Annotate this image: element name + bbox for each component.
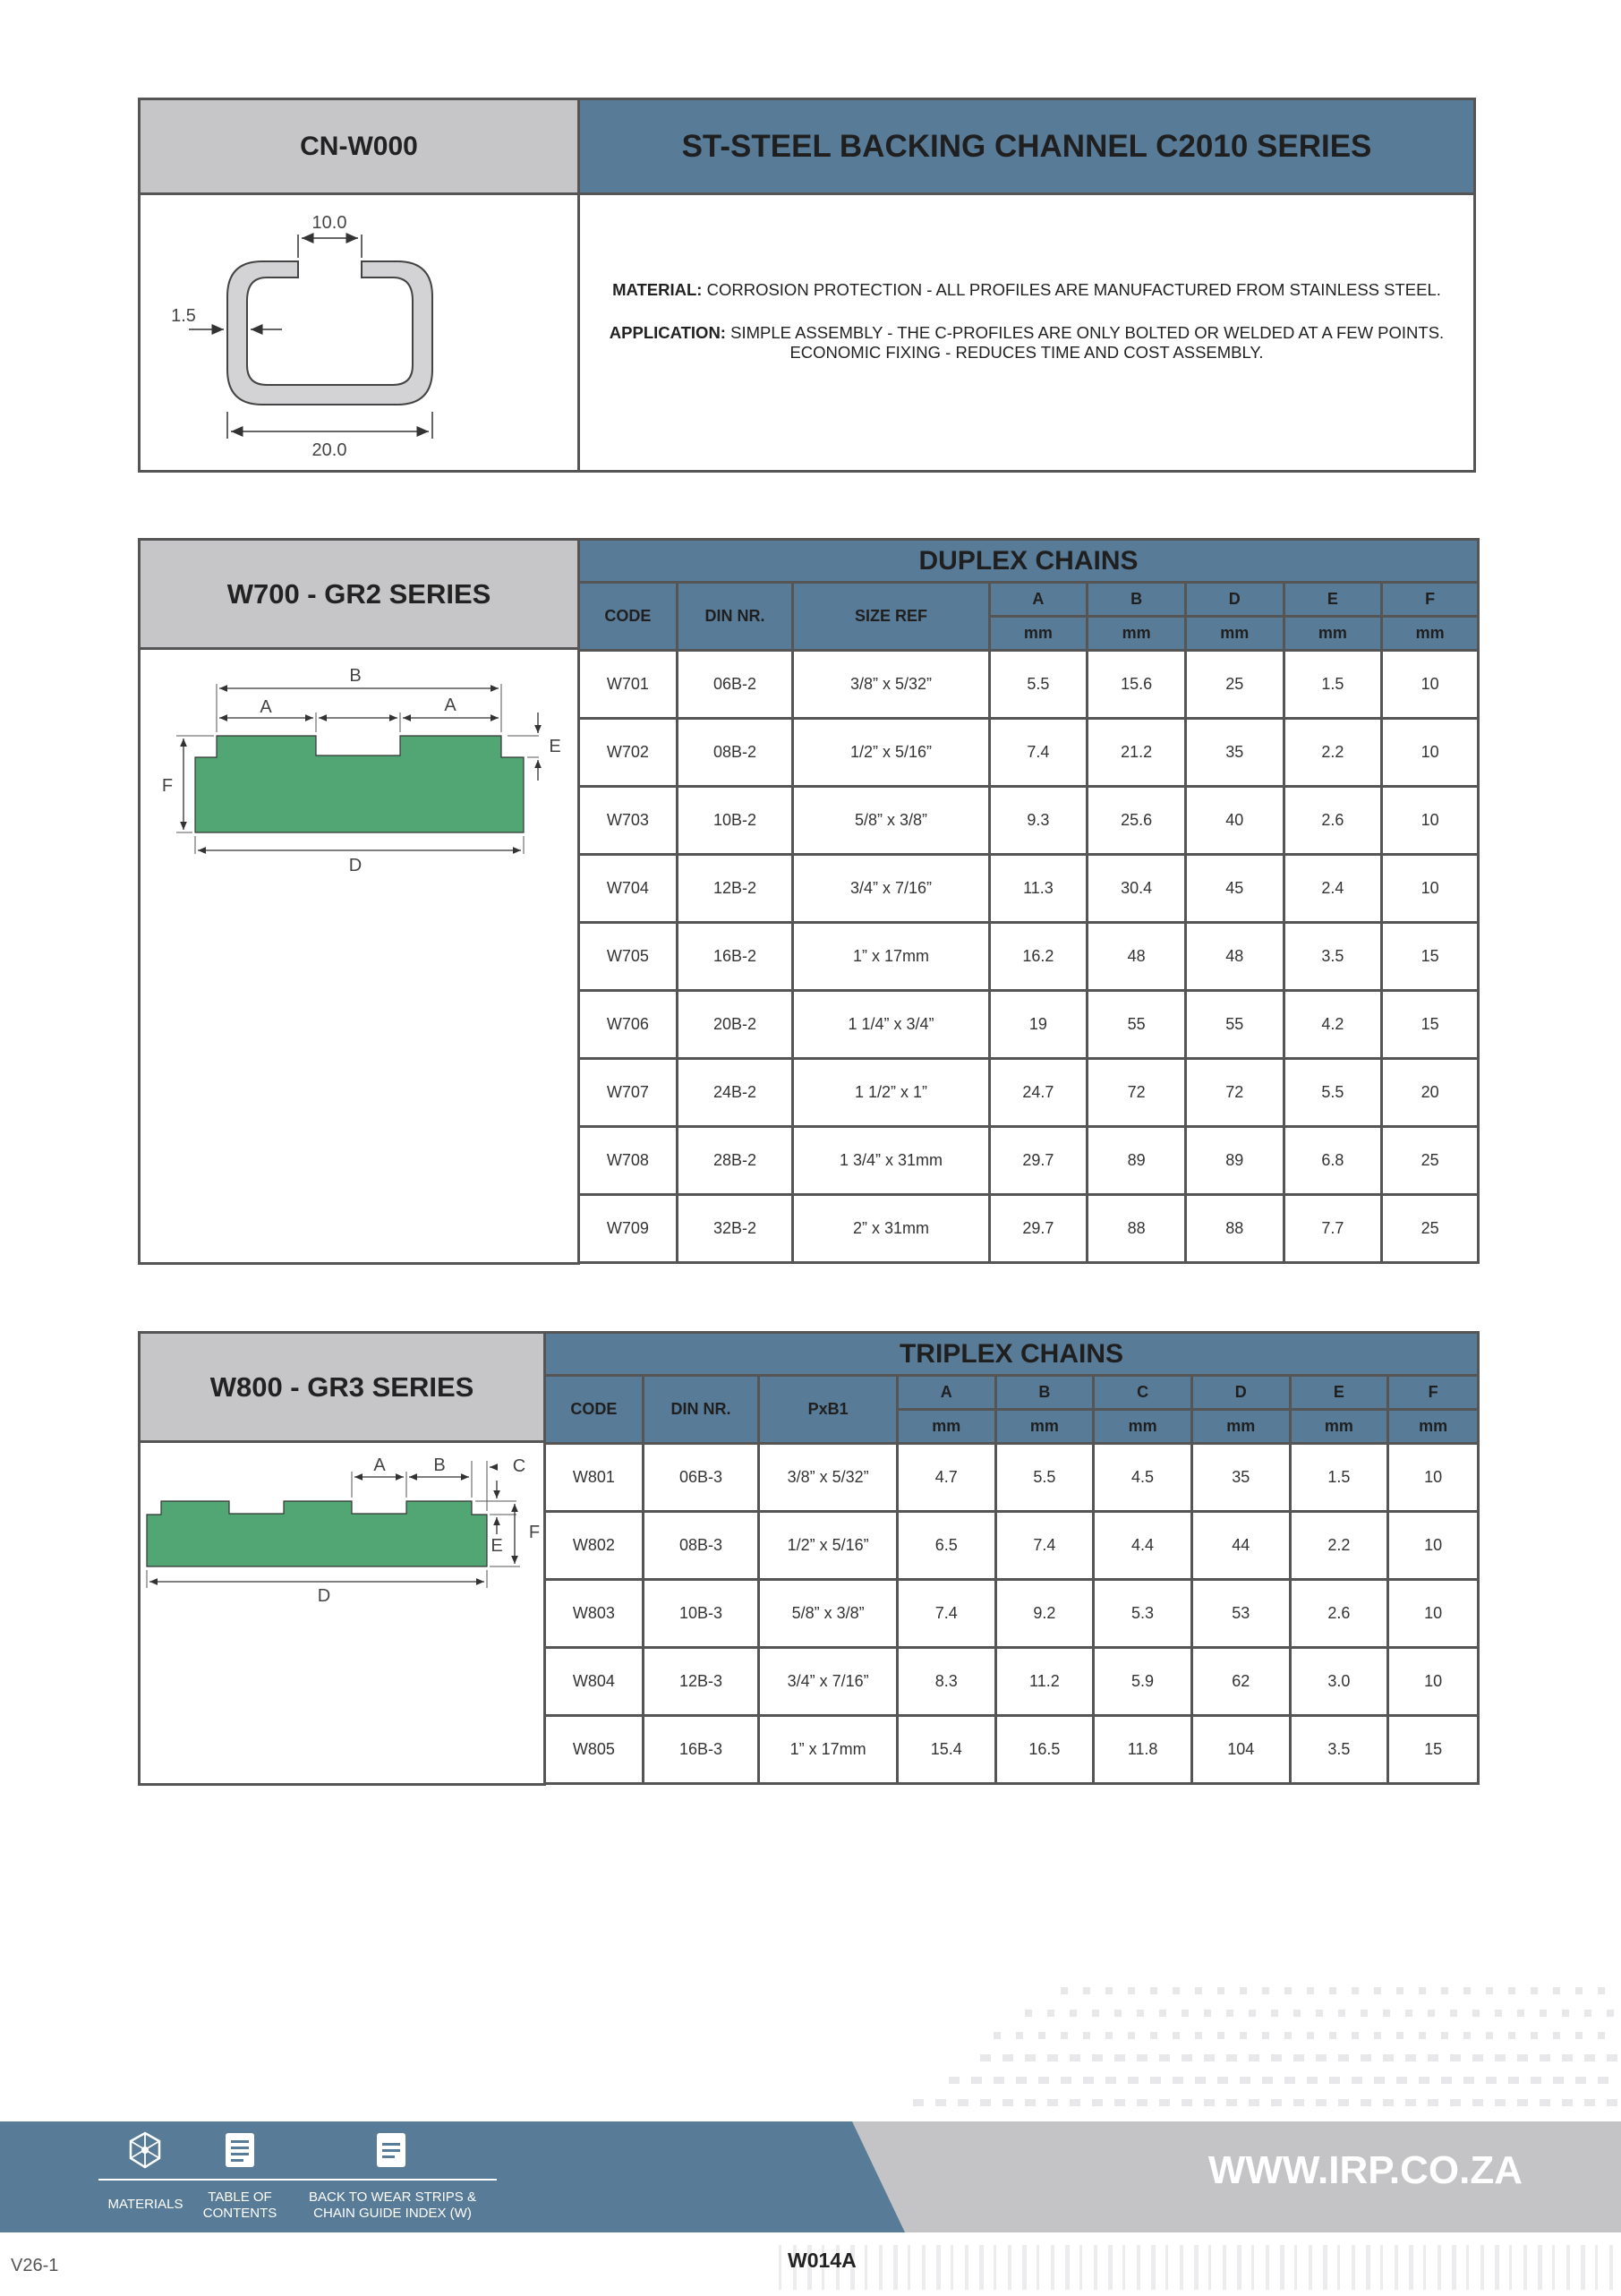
table-cell: 16.2 bbox=[989, 923, 1088, 991]
table-cell: 3/8” x 5/32” bbox=[759, 1444, 898, 1512]
table-cell: 06B-2 bbox=[677, 651, 793, 719]
table-cell: 7.4 bbox=[995, 1512, 1094, 1580]
triplex-col-header: PxB1 bbox=[759, 1376, 898, 1444]
table-cell: 104 bbox=[1191, 1716, 1290, 1784]
footer-divider bbox=[98, 2179, 497, 2181]
dim-e-label: E bbox=[491, 1536, 503, 1556]
table-cell: 2.2 bbox=[1290, 1512, 1388, 1580]
part-code-cell: W801 bbox=[545, 1444, 644, 1512]
table-row bbox=[579, 719, 1479, 787]
table-cell: 19 bbox=[989, 991, 1088, 1059]
table-cell: 9.2 bbox=[995, 1580, 1094, 1648]
part-code-cell: W704 bbox=[579, 855, 678, 923]
part-code-cell: W805 bbox=[545, 1716, 644, 1784]
table-cell: 62 bbox=[1191, 1648, 1290, 1716]
table-cell: 10 bbox=[1388, 1444, 1479, 1512]
dim-a-right-label: A bbox=[444, 696, 456, 715]
table-row bbox=[579, 651, 1479, 719]
part-code-cell: W701 bbox=[579, 651, 678, 719]
duplex-col-header: B bbox=[1088, 583, 1186, 617]
table-cell: 3/4” x 7/16” bbox=[793, 855, 989, 923]
table-cell: 11.2 bbox=[995, 1648, 1094, 1716]
duplex-profile-drawing bbox=[141, 650, 577, 874]
triplex-col-header: DIN NR. bbox=[643, 1376, 759, 1444]
triplex-col-header: F bbox=[1388, 1376, 1479, 1410]
table-cell: 12B-3 bbox=[643, 1648, 759, 1716]
duplex-chains-table bbox=[577, 538, 1480, 1264]
table-cell: 21.2 bbox=[1088, 719, 1186, 787]
table-row bbox=[579, 991, 1479, 1059]
part-code-cell: W803 bbox=[545, 1580, 644, 1648]
duplex-unit-header: mm bbox=[989, 617, 1088, 651]
materials-icon[interactable] bbox=[127, 2131, 163, 2173]
triplex-unit-header: mm bbox=[1094, 1410, 1192, 1444]
dim-a-label: A bbox=[373, 1455, 386, 1475]
material-line bbox=[612, 280, 1441, 300]
table-cell: 53 bbox=[1191, 1580, 1290, 1648]
table-row bbox=[579, 855, 1479, 923]
table-cell: 4.5 bbox=[1094, 1444, 1192, 1512]
table-cell: 15.6 bbox=[1088, 651, 1186, 719]
table-row bbox=[545, 1444, 1479, 1512]
table-cell: 1” x 17mm bbox=[759, 1716, 898, 1784]
part-code-cell: W802 bbox=[545, 1512, 644, 1580]
table-cell: 7.4 bbox=[989, 719, 1088, 787]
table-cell: 10 bbox=[1388, 1580, 1479, 1648]
table-cell: 20 bbox=[1382, 1059, 1479, 1127]
table-cell: 5/8” x 3/8” bbox=[793, 787, 989, 855]
table-cell: 7.7 bbox=[1284, 1195, 1382, 1263]
table-cell: 08B-2 bbox=[677, 719, 793, 787]
dim-a-left-label: A bbox=[260, 697, 272, 717]
table-cell: 7.4 bbox=[897, 1580, 995, 1648]
duplex-unit-header: mm bbox=[1185, 617, 1284, 651]
table-row bbox=[545, 1512, 1479, 1580]
duplex-unit-header: mm bbox=[1382, 617, 1479, 651]
version-label: V26-1 bbox=[11, 2256, 59, 2275]
triplex-col-header: C bbox=[1094, 1376, 1192, 1410]
duplex-col-header: F bbox=[1382, 583, 1479, 617]
table-cell: 5.5 bbox=[1284, 1059, 1382, 1127]
dim-d-label: D bbox=[348, 856, 363, 874]
table-cell: 10 bbox=[1382, 719, 1479, 787]
table-cell: 35 bbox=[1191, 1444, 1290, 1512]
table-cell: 4.7 bbox=[897, 1444, 995, 1512]
duplex-profile-diagram-box bbox=[138, 650, 580, 1265]
table-cell: 4.2 bbox=[1284, 991, 1382, 1059]
table-cell: 5.3 bbox=[1094, 1580, 1192, 1648]
dim-c-label: C bbox=[512, 1456, 526, 1476]
table-cell: 24B-2 bbox=[677, 1059, 793, 1127]
decorative-bar-pattern bbox=[743, 2238, 1621, 2292]
table-cell: 88 bbox=[1088, 1195, 1186, 1263]
material-label: MATERIAL: bbox=[612, 279, 703, 299]
triplex-series-heading: W800 - GR3 SERIES bbox=[138, 1331, 546, 1443]
table-cell: 1 1/2” x 1” bbox=[793, 1059, 989, 1127]
table-cell: 11.8 bbox=[1094, 1716, 1192, 1784]
table-cell: 08B-3 bbox=[643, 1512, 759, 1580]
table-row bbox=[545, 1580, 1479, 1648]
table-cell: 3/8” x 5/32” bbox=[793, 651, 989, 719]
table-row bbox=[579, 1195, 1479, 1263]
table-cell: 29.7 bbox=[989, 1127, 1088, 1195]
material-text: CORROSION PROTECTION - ALL PROFILES ARE MANUFACTURED FROM STAINLESS STEEL. bbox=[706, 279, 1441, 299]
website-url[interactable]: WWW.IRP.CO.ZA bbox=[1207, 2148, 1523, 2192]
table-cell: 30.4 bbox=[1088, 855, 1186, 923]
table-cell: 10 bbox=[1382, 855, 1479, 923]
table-cell: 24.7 bbox=[989, 1059, 1088, 1127]
duplex-unit-header: mm bbox=[1284, 617, 1382, 651]
table-cell: 15 bbox=[1382, 923, 1479, 991]
table-cell: 15 bbox=[1382, 991, 1479, 1059]
footer-link-materials[interactable]: MATERIALS bbox=[107, 2197, 183, 2212]
table-cell: 2.2 bbox=[1284, 719, 1382, 787]
table-cell: 5.5 bbox=[995, 1444, 1094, 1512]
application-line bbox=[591, 323, 1463, 363]
table-cell: 1.5 bbox=[1284, 651, 1382, 719]
table-cell: 48 bbox=[1088, 923, 1186, 991]
table-cell: 2.6 bbox=[1290, 1580, 1388, 1648]
table-row bbox=[579, 1059, 1479, 1127]
table-cell: 28B-2 bbox=[677, 1127, 793, 1195]
table-cell: 16B-3 bbox=[643, 1716, 759, 1784]
table-cell: 25 bbox=[1185, 651, 1284, 719]
table-cell: 11.3 bbox=[989, 855, 1088, 923]
table-cell: 32B-2 bbox=[677, 1195, 793, 1263]
dim-top-label: 10.0 bbox=[311, 213, 347, 233]
duplex-col-header: E bbox=[1284, 583, 1382, 617]
triplex-table-title: TRIPLEX CHAINS bbox=[545, 1333, 1479, 1376]
table-cell: 5.5 bbox=[989, 651, 1088, 719]
part-code-cell: W706 bbox=[579, 991, 678, 1059]
dim-left-label: 1.5 bbox=[171, 306, 196, 326]
product-code: CN-W000 bbox=[141, 100, 580, 195]
table-cell: 25.6 bbox=[1088, 787, 1186, 855]
part-code-cell: W703 bbox=[579, 787, 678, 855]
table-cell: 3.5 bbox=[1284, 923, 1382, 991]
c-channel-drawing bbox=[141, 195, 577, 473]
dim-e-label: E bbox=[549, 737, 561, 756]
duplex-series-heading: W700 - GR2 SERIES bbox=[138, 538, 580, 650]
table-cell: 55 bbox=[1088, 991, 1186, 1059]
table-cell: 10 bbox=[1382, 787, 1479, 855]
dim-bottom-label: 20.0 bbox=[311, 440, 347, 460]
triplex-profile-diagram-box bbox=[138, 1443, 546, 1786]
duplex-unit-header: mm bbox=[1088, 617, 1186, 651]
table-of-contents-icon[interactable] bbox=[223, 2131, 257, 2173]
table-cell: 10 bbox=[1388, 1648, 1479, 1716]
table-cell: 10B-2 bbox=[677, 787, 793, 855]
table-cell: 2” x 31mm bbox=[793, 1195, 989, 1263]
part-code-cell: W702 bbox=[579, 719, 678, 787]
triplex-col-header: A bbox=[897, 1376, 995, 1410]
table-cell: 1 1/4” x 3/4” bbox=[793, 991, 989, 1059]
table-cell: 8.3 bbox=[897, 1648, 995, 1716]
steel-backing-channel-section bbox=[138, 98, 1476, 473]
page-code: W014A bbox=[788, 2249, 857, 2272]
application-text: SIMPLE ASSEMBLY - THE C-PROFILES ARE ONLY BOLTED OR WELDED AT A FEW POINTS. ECONOMIC FIXING - REDUCES TIME AND COST ASSEMBLY. bbox=[730, 322, 1445, 362]
footer-link-wear-strips-index[interactable]: BACK TO WEAR STRIPS & CHAIN GUIDE INDEX (W) bbox=[309, 2189, 476, 2221]
table-cell: 72 bbox=[1185, 1059, 1284, 1127]
table-cell: 2.6 bbox=[1284, 787, 1382, 855]
table-cell: 2.4 bbox=[1284, 855, 1382, 923]
table-cell: 16B-2 bbox=[677, 923, 793, 991]
triplex-unit-header: mm bbox=[995, 1410, 1094, 1444]
duplex-table-title: DUPLEX CHAINS bbox=[579, 540, 1479, 583]
dim-f-label: F bbox=[528, 1523, 541, 1542]
table-cell: 10 bbox=[1382, 651, 1479, 719]
table-cell: 5.9 bbox=[1094, 1648, 1192, 1716]
table-cell: 1 3/4” x 31mm bbox=[793, 1127, 989, 1195]
product-description bbox=[580, 195, 1473, 470]
triplex-unit-header: mm bbox=[1191, 1410, 1290, 1444]
dim-b-label: B bbox=[433, 1455, 446, 1475]
table-row bbox=[579, 1127, 1479, 1195]
table-cell: 89 bbox=[1088, 1127, 1186, 1195]
duplex-col-header: D bbox=[1185, 583, 1284, 617]
table-cell: 1.5 bbox=[1290, 1444, 1388, 1512]
dim-f-label: F bbox=[161, 776, 174, 796]
table-cell: 89 bbox=[1185, 1127, 1284, 1195]
triplex-unit-header: mm bbox=[1290, 1410, 1388, 1444]
triplex-unit-header: mm bbox=[1388, 1410, 1479, 1444]
duplex-col-header: SIZE REF bbox=[793, 583, 989, 651]
table-cell: 3/4” x 7/16” bbox=[759, 1648, 898, 1716]
table-cell: 1” x 17mm bbox=[793, 923, 989, 991]
table-cell: 6.8 bbox=[1284, 1127, 1382, 1195]
table-cell: 40 bbox=[1185, 787, 1284, 855]
table-cell: 16.5 bbox=[995, 1716, 1094, 1784]
triplex-unit-header: mm bbox=[897, 1410, 995, 1444]
application-label: APPLICATION: bbox=[609, 322, 726, 342]
table-cell: 44 bbox=[1191, 1512, 1290, 1580]
table-cell: 5/8” x 3/8” bbox=[759, 1580, 898, 1648]
table-cell: 55 bbox=[1185, 991, 1284, 1059]
table-cell: 15 bbox=[1388, 1716, 1479, 1784]
table-cell: 25 bbox=[1382, 1127, 1479, 1195]
duplex-col-header: A bbox=[989, 583, 1088, 617]
table-cell: 10B-3 bbox=[643, 1580, 759, 1648]
table-cell: 1/2” x 5/16” bbox=[759, 1512, 898, 1580]
product-title: ST-STEEL BACKING CHANNEL C2010 SERIES bbox=[580, 100, 1473, 195]
table-cell: 06B-3 bbox=[643, 1444, 759, 1512]
table-cell: 20B-2 bbox=[677, 991, 793, 1059]
table-cell: 9.3 bbox=[989, 787, 1088, 855]
table-row bbox=[579, 923, 1479, 991]
triplex-col-header: D bbox=[1191, 1376, 1290, 1410]
table-cell: 3.5 bbox=[1290, 1716, 1388, 1784]
table-row bbox=[545, 1716, 1479, 1784]
table-cell: 1/2” x 5/16” bbox=[793, 719, 989, 787]
table-cell: 29.7 bbox=[989, 1195, 1088, 1263]
triplex-profile-drawing bbox=[141, 1443, 543, 1622]
table-cell: 6.5 bbox=[897, 1512, 995, 1580]
table-cell: 35 bbox=[1185, 719, 1284, 787]
table-cell: 12B-2 bbox=[677, 855, 793, 923]
table-cell: 15.4 bbox=[897, 1716, 995, 1784]
document-icon[interactable] bbox=[374, 2131, 408, 2173]
table-cell: 72 bbox=[1088, 1059, 1186, 1127]
triplex-chains-table bbox=[543, 1331, 1480, 1785]
duplex-col-header: CODE bbox=[579, 583, 678, 651]
part-code-cell: W707 bbox=[579, 1059, 678, 1127]
footer-link-table-of-contents[interactable]: TABLE OF CONTENTS bbox=[202, 2189, 277, 2221]
table-cell: 3.0 bbox=[1290, 1648, 1388, 1716]
table-cell: 10 bbox=[1388, 1512, 1479, 1580]
table-cell: 48 bbox=[1185, 923, 1284, 991]
part-code-cell: W804 bbox=[545, 1648, 644, 1716]
part-code-cell: W709 bbox=[579, 1195, 678, 1263]
table-cell: 25 bbox=[1382, 1195, 1479, 1263]
table-cell: 4.4 bbox=[1094, 1512, 1192, 1580]
part-code-cell: W708 bbox=[579, 1127, 678, 1195]
dim-b-label: B bbox=[349, 666, 362, 686]
triplex-col-header: CODE bbox=[545, 1376, 644, 1444]
table-row bbox=[545, 1648, 1479, 1716]
dim-d-label: D bbox=[317, 1586, 331, 1606]
part-code-cell: W705 bbox=[579, 923, 678, 991]
decorative-dot-pattern bbox=[904, 1978, 1621, 2121]
duplex-col-header: DIN NR. bbox=[677, 583, 793, 651]
triplex-col-header: E bbox=[1290, 1376, 1388, 1410]
table-cell: 88 bbox=[1185, 1195, 1284, 1263]
table-cell: 45 bbox=[1185, 855, 1284, 923]
channel-profile-diagram bbox=[141, 195, 580, 470]
table-row bbox=[579, 787, 1479, 855]
triplex-col-header: B bbox=[995, 1376, 1094, 1410]
